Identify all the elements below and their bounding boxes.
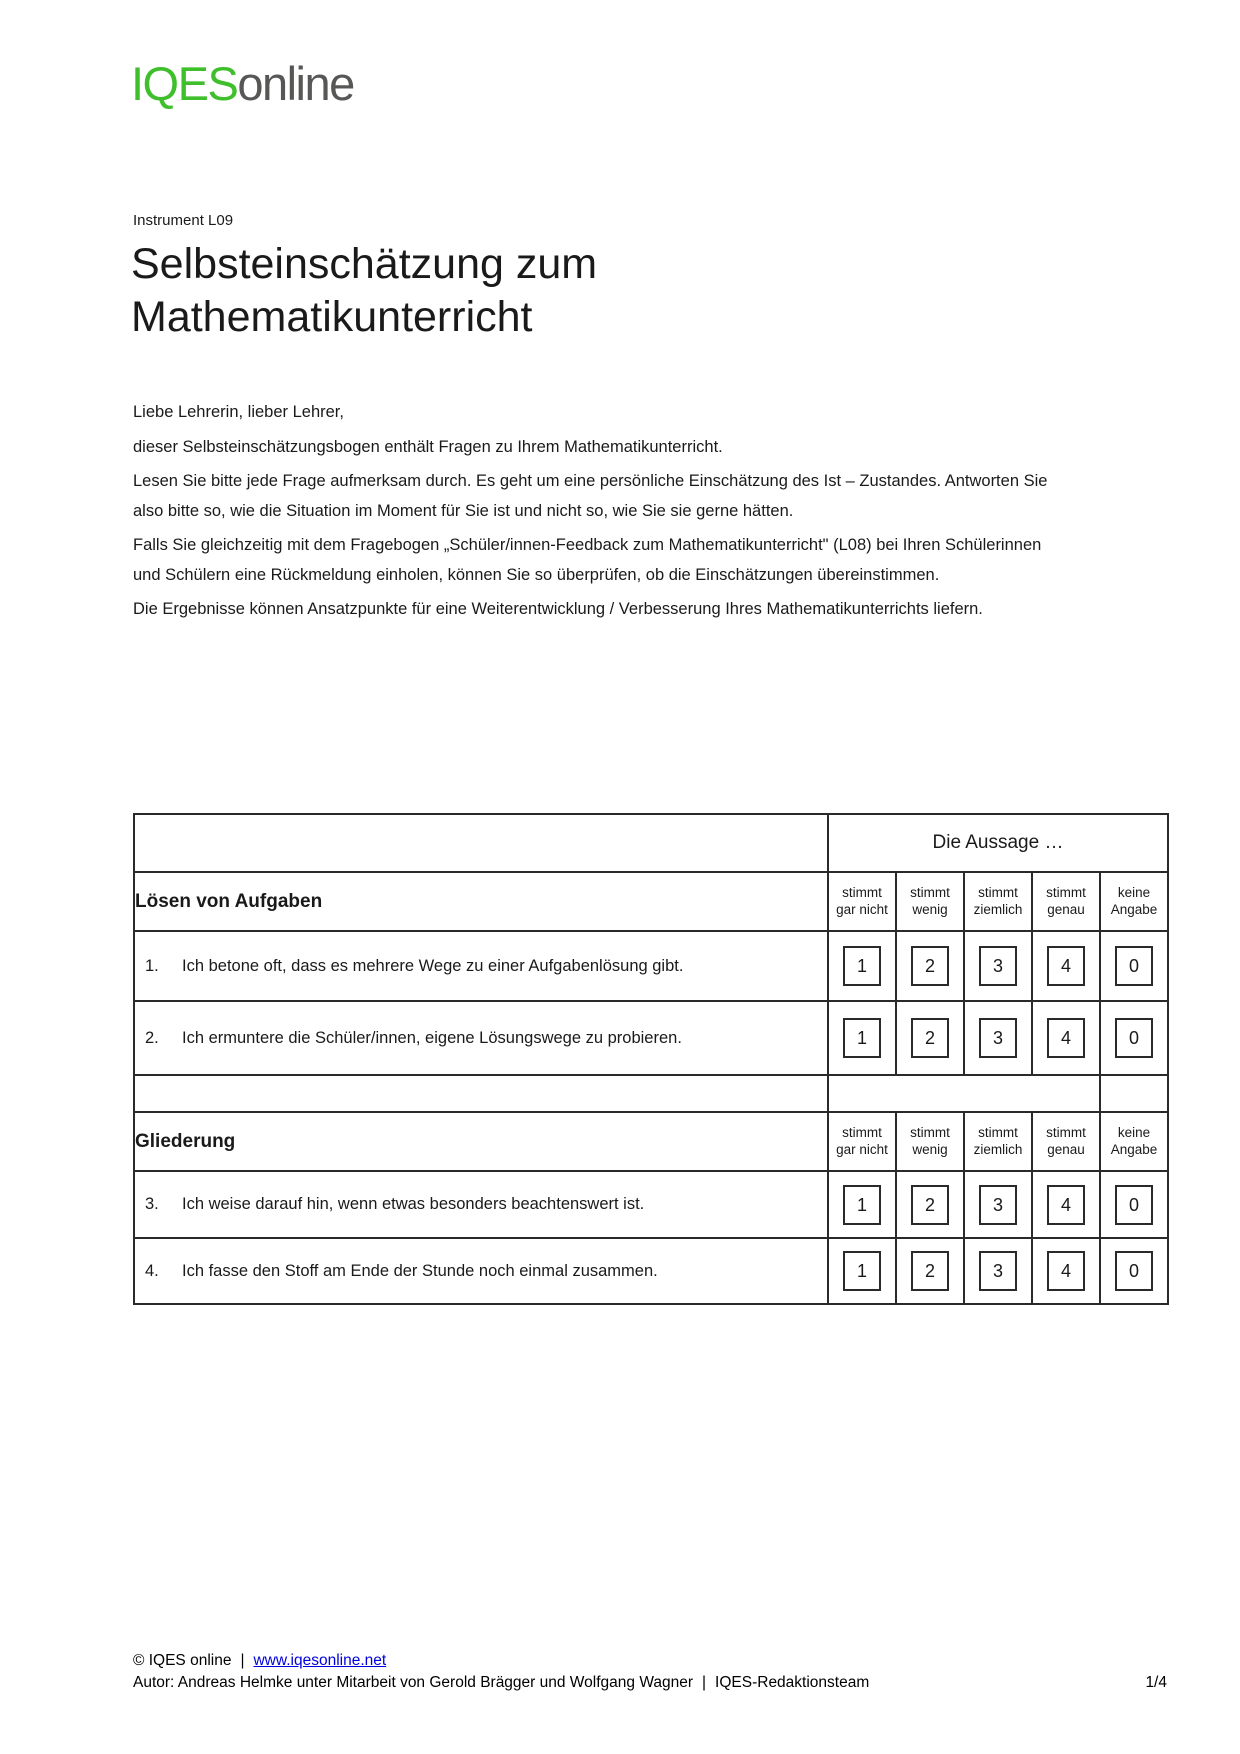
aussage-header: Die Aussage …: [828, 814, 1168, 872]
question-text: Ich weise darauf hin, wenn etwas besonders beachtenswert ist.: [182, 1195, 645, 1213]
rating-label-line: stimmt: [978, 885, 1018, 900]
rating-box-1[interactable]: 1: [843, 946, 881, 986]
rating-cell-2: [896, 1171, 964, 1238]
page-title: [131, 238, 597, 344]
footer-copyright-line: [133, 1650, 1167, 1672]
rating-label-wenig: [896, 1112, 964, 1171]
footer-separator: |: [240, 1652, 245, 1669]
rating-box-3[interactable]: 3: [979, 946, 1017, 986]
rating-label-line: keine: [1117, 1125, 1151, 1140]
rating-label-wenig: [896, 872, 964, 931]
rating-label-line: gar nicht: [836, 901, 888, 917]
rating-box-1[interactable]: 1: [843, 1185, 881, 1225]
rating-label-line: stimmt: [1046, 1125, 1086, 1140]
question-cell: [134, 1238, 828, 1304]
table-header-row: [134, 814, 1168, 872]
footer-separator: |: [702, 1674, 707, 1691]
question-text: Ich fasse den Stoff am Ende der Stunde noch einmal zusammen.: [182, 1261, 658, 1280]
rating-cell-3: [964, 1001, 1032, 1075]
rating-label-line: stimmt: [978, 1125, 1018, 1140]
question-cell: [134, 1171, 828, 1238]
footer-authors: [133, 1672, 869, 1694]
question-number: 1.: [145, 956, 159, 975]
rating-label-line: gar nicht: [836, 1141, 888, 1157]
rating-cell-1: [828, 1171, 896, 1238]
rating-box-2[interactable]: 2: [911, 946, 949, 986]
page-title-line2: Mathematikunterricht: [131, 293, 533, 341]
rating-label-ziemlich: [964, 872, 1032, 931]
section-header-row: [134, 872, 1168, 931]
question-number: 4.: [145, 1261, 159, 1280]
rating-cell-1: [828, 1238, 896, 1304]
rating-cell-2: [896, 1238, 964, 1304]
rating-box-0[interactable]: 0: [1115, 1185, 1153, 1225]
rating-box-4[interactable]: 4: [1047, 1018, 1085, 1058]
spacer-cell: [134, 1075, 828, 1112]
question-text: Ich betone oft, dass es mehrere Wege zu einer Aufgabenlösung gibt.: [182, 956, 684, 975]
rating-box-4[interactable]: 4: [1047, 1185, 1085, 1225]
rating-label-line: ziemlich: [973, 1141, 1023, 1157]
rating-box-2[interactable]: 2: [911, 1185, 949, 1225]
authors-text: Autor: Andreas Helmke unter Mitarbeit von Gerold Brägger und Wolfgang Wagner: [133, 1674, 694, 1691]
rating-cell-3: [964, 1238, 1032, 1304]
rating-box-2[interactable]: 2: [911, 1018, 949, 1058]
logo-online-text: online: [237, 57, 354, 110]
rating-label-line: wenig: [912, 1141, 948, 1157]
rating-label-keine-angabe: [1100, 872, 1168, 931]
question-text: Ich ermuntere die Schüler/innen, eigene Lösungswege zu probieren.: [182, 1028, 682, 1047]
table-row-question-3: [134, 1171, 1168, 1238]
page-number: 1/4: [1145, 1674, 1167, 1691]
rating-cell-2: [896, 1001, 964, 1075]
question-cell: [134, 1001, 828, 1075]
logo-iqes-text: IQES: [131, 57, 238, 110]
rating-box-3[interactable]: 3: [979, 1251, 1017, 1291]
page-footer: [133, 1650, 1167, 1694]
rating-box-0[interactable]: 0: [1115, 1018, 1153, 1058]
rating-label-line: keine: [1117, 885, 1151, 900]
copyright-text: © IQES online: [133, 1652, 232, 1669]
rating-label-line: stimmt: [910, 1125, 950, 1140]
instrument-label: Instrument L09: [133, 212, 234, 229]
table-row-question-4: [134, 1238, 1168, 1304]
intro-paragraph: Falls Sie gleichzeitig mit dem Fragebogen „Schüler/innen-Feedback zum Mathematikunterricht" (L08) bei Ihren Schülerinnen und Schülern eine Rückmeldung einholen, können Sie so überprüfen, ob die Einschätzungen übereinstimmen.: [133, 536, 1042, 584]
rating-label-line: ziemlich: [973, 901, 1023, 917]
rating-box-4[interactable]: 4: [1047, 946, 1085, 986]
rating-cell-0: [1100, 1001, 1168, 1075]
intro-paragraph: Liebe Lehrerin, lieber Lehrer,: [133, 403, 344, 421]
section-header-row: [134, 1112, 1168, 1171]
rating-label-line: stimmt: [1046, 885, 1086, 900]
rating-cell-1: [828, 1001, 896, 1075]
table-row-question-2: [134, 1001, 1168, 1075]
rating-cell-4: [1032, 1171, 1100, 1238]
question-cell: [134, 931, 828, 1001]
team-text: IQES-Redaktionsteam: [715, 1674, 870, 1691]
rating-label-gar-nicht: [828, 1112, 896, 1171]
rating-label-keine-angabe: [1100, 1112, 1168, 1171]
intro-paragraph: Die Ergebnisse können Ansatzpunkte für eine Weiterentwicklung / Verbesserung Ihres Mathematikunterrichts liefern.: [133, 600, 983, 618]
rating-label-gar-nicht: [828, 872, 896, 931]
rating-box-2[interactable]: 2: [911, 1251, 949, 1291]
rating-box-3[interactable]: 3: [979, 1018, 1017, 1058]
rating-cell-3: [964, 931, 1032, 1001]
questionnaire-table: [133, 813, 1169, 1305]
intro-paragraph: Lesen Sie bitte jede Frage aufmerksam durch. Es geht um eine persönliche Einschätzung des Ist – Zustandes. Antworten Sie also bitte so, wie die Situation im Moment für Sie ist und nicht so, wie Sie sie gerne hätten.: [133, 472, 1048, 520]
rating-cell-4: [1032, 1238, 1100, 1304]
rating-label-line: Angabe: [1110, 1141, 1158, 1157]
rating-label-line: genau: [1047, 901, 1085, 917]
rating-label-line: stimmt: [910, 885, 950, 900]
section-title-loesen: Lösen von Aufgaben: [134, 872, 828, 931]
rating-cell-0: [1100, 1238, 1168, 1304]
spacer-cell: [1100, 1075, 1168, 1112]
rating-label-line: stimmt: [842, 885, 882, 900]
section-title-gliederung: Gliederung: [134, 1112, 828, 1171]
rating-label-line: genau: [1047, 1141, 1085, 1157]
rating-cell-4: [1032, 931, 1100, 1001]
rating-label-line: wenig: [912, 901, 948, 917]
rating-cell-0: [1100, 1171, 1168, 1238]
rating-box-1[interactable]: 1: [843, 1251, 881, 1291]
rating-label-genau: [1032, 1112, 1100, 1171]
rating-box-3[interactable]: 3: [979, 1185, 1017, 1225]
spacer-row: [134, 1075, 1168, 1112]
rating-cell-3: [964, 1171, 1032, 1238]
rating-label-genau: [1032, 872, 1100, 931]
rating-box-1[interactable]: 1: [843, 1018, 881, 1058]
rating-label-line: Angabe: [1110, 901, 1158, 917]
iqes-online-logo: [131, 56, 354, 111]
intro-paragraph: dieser Selbsteinschätzungsbogen enthält Fragen zu Ihrem Mathematikunterricht.: [133, 437, 723, 456]
rating-cell-0: [1100, 931, 1168, 1001]
footer-author-line: [133, 1672, 1167, 1694]
intro-text: [133, 398, 1073, 630]
rating-box-4[interactable]: 4: [1047, 1251, 1085, 1291]
question-number: 2.: [145, 1028, 159, 1047]
rating-cell-4: [1032, 1001, 1100, 1075]
iqesonline-link[interactable]: www.iqesonline.net: [253, 1652, 387, 1669]
empty-header-cell: [134, 814, 828, 872]
rating-box-0[interactable]: 0: [1115, 1251, 1153, 1291]
question-number: 3.: [145, 1195, 159, 1213]
rating-box-0[interactable]: 0: [1115, 946, 1153, 986]
rating-label-line: stimmt: [842, 1125, 882, 1140]
rating-cell-1: [828, 931, 896, 1001]
table-row-question-1: [134, 931, 1168, 1001]
rating-cell-2: [896, 931, 964, 1001]
page-title-line1: Selbsteinschätzung zum: [131, 240, 598, 288]
spacer-cell: [828, 1075, 1100, 1112]
rating-label-ziemlich: [964, 1112, 1032, 1171]
